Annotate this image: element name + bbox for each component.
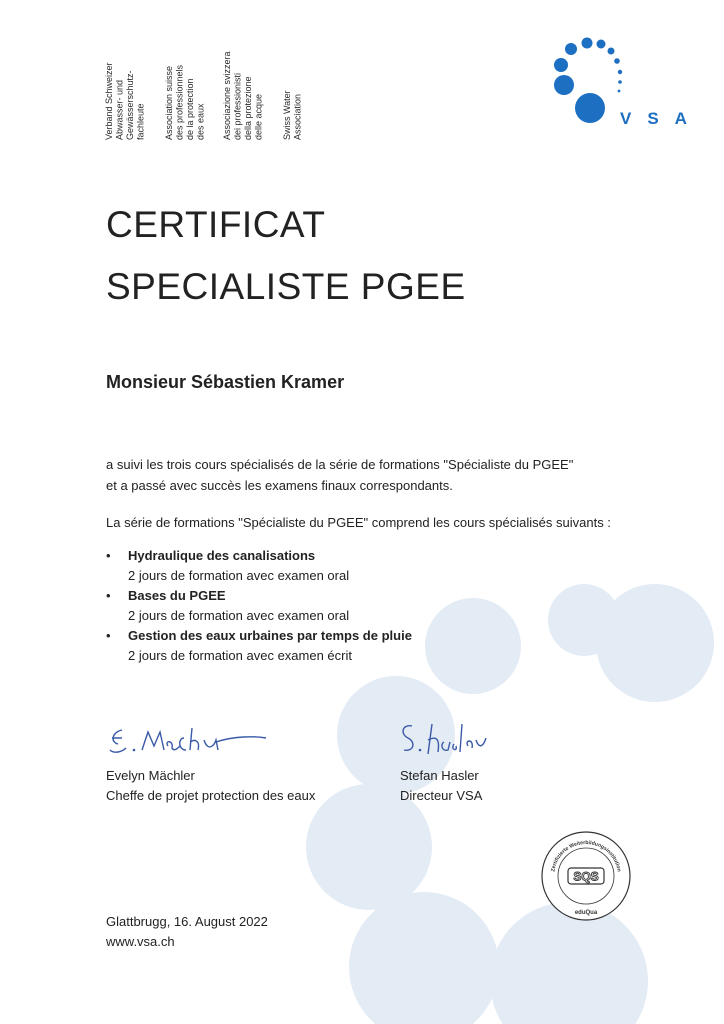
association-name-en: Swiss Water Association xyxy=(282,90,303,140)
certificate-subtitle: SPECIALISTE PGEE xyxy=(106,266,466,307)
place-date: Glattbrugg, 16. August 2022 xyxy=(106,914,268,929)
svg-text:eduQua: eduQua xyxy=(574,910,598,916)
bullet: • xyxy=(106,548,111,563)
course-detail: 2 jours de formation avec examen oral xyxy=(128,608,350,623)
intro-line: a suivi les trois cours spécialisés de la série de formations "Spécialiste du PGEE" xyxy=(106,457,574,472)
footer xyxy=(106,912,268,952)
course-detail: 2 jours de formation avec examen oral xyxy=(128,568,350,583)
signatory-name: Stefan Hasler xyxy=(400,768,479,783)
course-item xyxy=(106,546,646,586)
series-paragraph: La série de formations "Spécialiste du PGEE" comprend les cours spécialisés suivants : xyxy=(106,515,611,530)
course-item xyxy=(106,586,646,626)
bullet: • xyxy=(106,628,111,643)
signatory-role: Directeur VSA xyxy=(400,788,483,803)
intro-line: et a passé avec succès les examens finaux correspondants. xyxy=(106,478,453,493)
course-list xyxy=(106,546,646,666)
signature-right xyxy=(398,720,488,762)
association-name-fr: Association suisse des professionnels de la protection des eaux xyxy=(164,64,206,140)
intro-paragraph xyxy=(106,454,573,496)
sqs-eduqua-seal xyxy=(540,830,632,922)
course-detail: 2 jours de formation avec examen écrit xyxy=(128,648,352,663)
course-name: Bases du PGEE xyxy=(128,588,226,603)
association-name-de: Verband Schweizer Abwasser- und Gewässerschutz- fachleute xyxy=(104,62,146,140)
background-bubble xyxy=(349,892,499,1024)
signatory-role: Cheffe de projet protection des eaux xyxy=(106,788,316,803)
signature-left xyxy=(104,722,274,762)
bullet: • xyxy=(106,588,111,603)
course-name: Hydraulique des canalisations xyxy=(128,548,316,563)
signatory-right xyxy=(400,766,482,806)
course-item xyxy=(106,626,646,666)
certificate-title: CERTIFICAT xyxy=(106,204,326,245)
svg-text:SQS: SQS xyxy=(573,869,599,884)
signatory-left xyxy=(106,766,315,806)
website-link[interactable]: www.vsa.ch xyxy=(106,934,175,949)
association-name-it: Associazione svizzera dei professionisti della protezione delle acque xyxy=(222,51,264,140)
svg-text:Zertifizierte Weiterbildungsin: Zertifizierte Weiterbildungsinstitution xyxy=(550,839,622,873)
course-name: Gestion des eaux urbaines par temps de pluie xyxy=(128,628,412,643)
recipient-name: Monsieur Sébastien Kramer xyxy=(106,372,345,392)
signatory-name: Evelyn Mächler xyxy=(106,768,195,783)
vsa-logo-text: VSA xyxy=(620,109,703,128)
